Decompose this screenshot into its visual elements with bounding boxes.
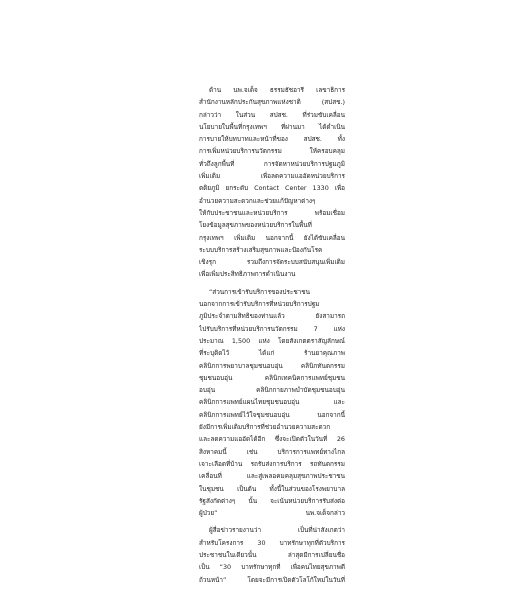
article-paragraph-1 — [199, 84, 345, 281]
article-line: ในชุมชน เป็นต้น ทั้งนี้ในส่วนของโรงพยาบาล — [199, 484, 345, 493]
article-line: ให้กับประชาชนและหน่วยบริการ พร้อมเชื่อม — [199, 208, 345, 217]
article-line: ประชาชนในเดียวนั้น ล่าสุดมีการเปลี่ยนชื่อ — [199, 550, 345, 559]
article-line: ตติยภูมิ ยกระดับ Contact Center 1330 เพื่อ — [199, 184, 345, 193]
article-line: ชุมชนอบอุ่น คลินิกเทคนิคการแพทย์ชุมชน — [199, 373, 345, 382]
article-line: ระบบบริการสร้างเสริมสุขภาพและป้องกันโรค — [199, 245, 323, 254]
article-line: เป็น “30 บาทรักษาทุกที่ เพื่อคนไทยสุขภาพดี — [199, 563, 345, 572]
article-line: เพื่อเพิ่มประสิทธิภาพการดำเนินงาน — [199, 270, 296, 279]
article-line: โยงข้อมูลสุขภาพของหน่วยบริการในพื้นที่ — [199, 221, 312, 230]
article-line: คลินิกการแพทย์แผนไทยชุมชนอบอุ่น และ — [199, 398, 345, 407]
article-line: กล่าวว่า ในส่วน สปสช. ที่ร่วมขับเคลื่อน — [199, 110, 345, 119]
article-line: ผู้สื่อข่าวรายงานว่า เป็นที่น่าสังเกตว่า — [209, 526, 345, 535]
article-line: ภูมิประจำตามสิทธิของท่านแล้ว ยังสามารถ — [199, 312, 345, 321]
article-line: ยังมีการเพิ่มเติมบริการที่ช่วยอำนวยความสะดวก — [199, 423, 331, 432]
article-line: ทั่วถึงลูกพื้นที่ การจัดหาหน่วยบริการปฐมภูมิ — [199, 159, 345, 168]
article-line: ถ้วนหน้า” โดยจะมีการเปิดตัวโลโก้ใหม่ในวันที่ — [199, 575, 345, 584]
article-line: เคลื่อนที่ และสู่เพลอคมคลุมสุขภาพประชาชน — [199, 472, 345, 481]
article-line: สำหรับโครงการ 30 บาทรักษาทุกที่ตัวบริการ — [199, 538, 345, 547]
article-line: คลินิกการแพทย์ไว้ใจชุมชนอบอุ่น นอกจากนี้ — [199, 410, 345, 419]
article-line: การบายให้บทบาทและหน้าที่ของ สปสช. ทั้ง — [199, 135, 345, 144]
article-line: รัฐสังกัดต่างๆ นั้น จะเน้นหน่วยบริการรับส่งต่อ — [199, 496, 345, 505]
article-line: และลดความแออัดได้อีก ซึ่งจะเปิดตัวในวันที่ 26 — [199, 435, 345, 444]
article-line: กรุงเทพฯ เพิ่มเติม นอกจากนี้ ยังได้ขับเคลื่อน — [199, 233, 345, 242]
article-line: ด้าน นพ.จเด็จ ธรรมธัชอารี เลขาธิการ — [209, 86, 345, 94]
article-line: เพิ่มเติม เพื่อลดความแออัดหน่วยบริการ — [199, 172, 345, 181]
article-paragraph-2 — [199, 286, 345, 520]
article-line: ผู้ป่วย” นพ.จเด็จกล่าว — [199, 509, 345, 518]
article-line: ประมาณ 1,500 แห่ง โดยสังเกตตราสัญลักษณ์ — [199, 336, 345, 345]
article-paragraph-3 — [199, 524, 345, 585]
article-column — [199, 84, 345, 591]
article-line: คลินิกการพยาบาลชุมชนอบอุ่น คลินิกทันตกรรม — [199, 361, 345, 370]
article-line: สิงหาคมนี้ เช่น บริการการแพทย์ทางไกล — [199, 447, 345, 456]
article-line: “ส่วนการเข้ารับบริการของประชาชน — [209, 287, 310, 296]
article-line: ไปรับบริการที่หน่วยบริการนวัตกรรม 7 แห่ง — [199, 324, 345, 333]
article-line: อบอุ่น คลินิกกายภาพบำบัดชุมชนอบอุ่น — [199, 386, 345, 395]
article-line: เจาะเลือดที่บ้าน รถรับส่งการบริการ รถทันตกรรม — [199, 459, 345, 468]
article-line: อำนวยความสะดวกและช่วยแก้ปัญหาต่างๆ — [199, 196, 316, 205]
article-line: สำนักงานหลักประกันสุขภาพแห่งชาติ (สปสช.) — [199, 98, 345, 107]
article-line: การเพิ่มหน่วยบริการนวัตกรรม ให้ครอบคลุม — [199, 147, 345, 156]
article-line: นโยบายในพื้นที่กรุงเทพฯ ที่ผ่านมา ได้ดำเนิน — [199, 122, 345, 131]
article-line: ที่ระบุติดไว้ ได้แก่ ร้านยาคุณภาพ — [199, 349, 345, 358]
article-line: เชิงรุก รวมถึงการจัดระบบสนับสนุนเพิ่มเติม — [199, 258, 345, 267]
article-line: นอกจากการเข้ารับบริการที่หน่วยบริการปฐม — [199, 300, 320, 309]
